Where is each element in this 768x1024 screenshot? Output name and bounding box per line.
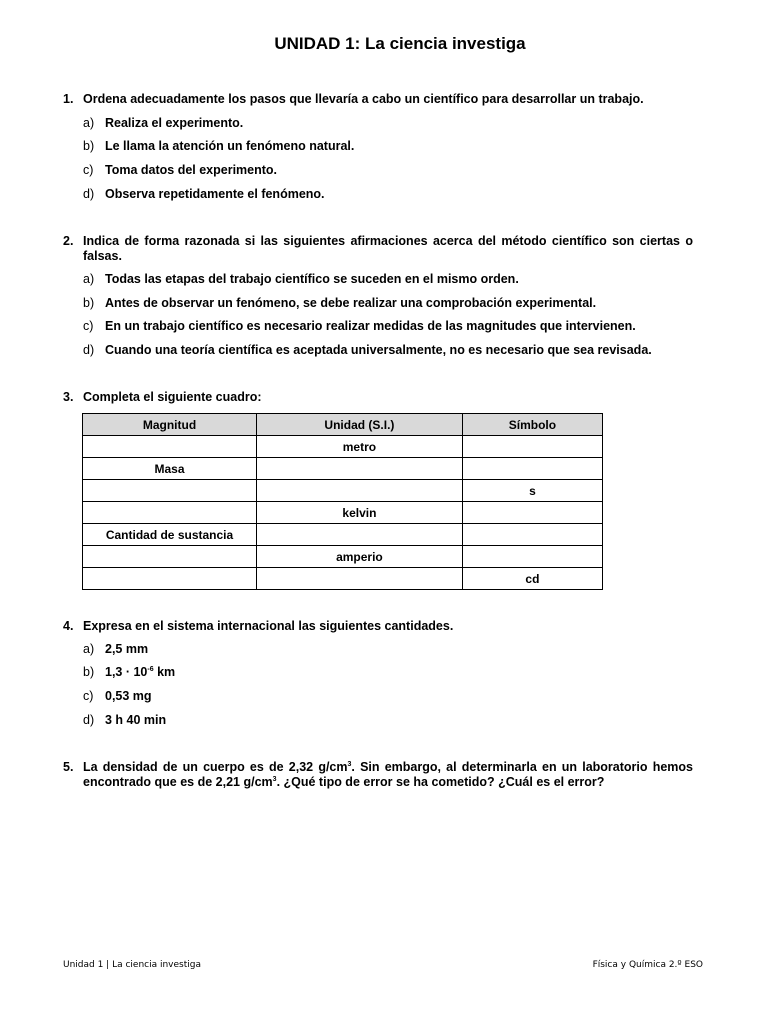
question-1-item-c <box>83 163 277 178</box>
item-text: Observa repetidamente el fenómeno. <box>105 187 325 201</box>
item-text: Realiza el experimento. <box>105 116 244 130</box>
item-text: Toma datos del experimento. <box>105 163 278 177</box>
item-label: a) <box>83 272 95 286</box>
question-number: 1. <box>63 92 74 106</box>
item-text: Cuando una teoría científica es aceptada universalmente, no es necesario que sea revisada. <box>105 343 652 357</box>
item-text: Antes de observar un fenómeno, se debe realizar una comprobación experimental. <box>105 296 597 310</box>
question-text-part: . ¿Qué tipo de error se ha cometido? ¿Cuál es el error? <box>276 775 605 789</box>
item-text: En un trabajo científico es necesario realizar medidas de las magnitudes que intervienen. <box>105 319 636 333</box>
units-table <box>82 413 603 590</box>
table-cell <box>257 568 463 590</box>
table-row <box>83 502 603 524</box>
question-4-item-a <box>83 642 148 657</box>
exponent: 3 <box>347 760 352 768</box>
table-cell: metro <box>257 436 463 458</box>
table-cell <box>257 480 463 502</box>
item-label: b) <box>83 296 95 310</box>
question-1-item-a <box>83 116 243 131</box>
question-number: 3. <box>63 390 74 404</box>
question-number: 5. <box>63 760 74 774</box>
item-label: b) <box>83 665 95 679</box>
column-header-magnitud: Magnitud <box>83 414 257 436</box>
table-row <box>83 546 603 568</box>
page-title: UNIDAD 1: La ciencia investiga <box>274 34 526 53</box>
table-cell <box>462 546 602 568</box>
exponent: 3 <box>272 775 277 783</box>
item-label: a) <box>83 642 95 656</box>
item-label: a) <box>83 116 95 130</box>
column-header-simbolo: Símbolo <box>462 414 602 436</box>
item-label: c) <box>83 689 94 703</box>
table-row <box>83 458 603 480</box>
question-text: Ordena adecuadamente los pasos que llevaría a cabo un científico para desarrollar un trabajo. <box>83 92 644 106</box>
question-5 <box>63 760 693 790</box>
table-cell <box>257 524 463 546</box>
table-row <box>83 568 603 590</box>
item-text: 0,53 mg <box>105 689 152 703</box>
table-cell: amperio <box>257 546 463 568</box>
question-2-item-d <box>83 343 652 358</box>
item-text: Todas las etapas del trabajo científico se suceden en el mismo orden. <box>105 272 519 286</box>
table-cell: Masa <box>83 458 257 480</box>
table-row <box>83 436 603 458</box>
question-1-item-d <box>83 187 325 202</box>
table-cell <box>257 458 463 480</box>
question-text: Expresa en el sistema internacional las siguientes cantidades. <box>83 619 454 633</box>
item-text <box>105 665 175 679</box>
table-cell <box>462 524 602 546</box>
item-text: 2,5 mm <box>105 642 149 656</box>
question-text-part: La densidad de un cuerpo es de 2,32 g/cm <box>83 760 348 774</box>
table-cell <box>462 458 602 480</box>
table-cell <box>83 502 257 524</box>
question-4-item-d <box>83 713 166 728</box>
table-cell: kelvin <box>257 502 463 524</box>
question-number: 4. <box>63 619 74 633</box>
table-cell <box>462 502 602 524</box>
question-4-item-c <box>83 689 152 704</box>
footer-right: Física y Química 2.º ESO <box>592 960 703 970</box>
question-text: Indica de forma razonada si las siguientes afirmaciones acerca del método científico son ciertas o falsas. <box>83 234 693 263</box>
table-row <box>83 524 603 546</box>
question-4 <box>63 619 693 634</box>
question-text: Completa el siguiente cuadro: <box>83 390 262 404</box>
question-3 <box>63 390 693 405</box>
table-cell: s <box>462 480 602 502</box>
item-text-unit: km <box>153 665 176 679</box>
table-cell: Cantidad de sustancia <box>83 524 257 546</box>
item-label: c) <box>83 319 94 333</box>
item-label: d) <box>83 713 95 727</box>
item-text: 3 h 40 min <box>105 713 167 727</box>
question-text <box>83 760 693 790</box>
question-4-item-b <box>83 665 175 680</box>
table-cell <box>83 480 257 502</box>
item-label: c) <box>83 163 94 177</box>
column-header-unidad: Unidad (S.I.) <box>257 414 463 436</box>
table-cell: cd <box>462 568 602 590</box>
table-cell <box>83 568 257 590</box>
item-label: b) <box>83 139 95 153</box>
question-2 <box>63 234 693 264</box>
question-number: 2. <box>63 234 74 248</box>
footer-left: Unidad 1 | La ciencia investiga <box>63 960 201 970</box>
table-header-row <box>83 414 603 436</box>
question-2-item-c <box>83 319 636 334</box>
question-1 <box>63 92 693 107</box>
item-text: Le llama la atención un fenómeno natural. <box>105 139 355 153</box>
table-row <box>83 480 603 502</box>
table-cell <box>83 436 257 458</box>
question-2-item-a <box>83 272 519 287</box>
table-cell <box>83 546 257 568</box>
table-cell <box>462 436 602 458</box>
question-1-item-b <box>83 139 354 154</box>
item-label: d) <box>83 187 95 201</box>
item-text-base: 1,3 · 10 <box>105 665 148 679</box>
question-2-item-b <box>83 296 596 311</box>
exponent: -6 <box>147 665 154 673</box>
item-label: d) <box>83 343 95 357</box>
question-text-part: . Sin embargo, al determinarla en un laboratorio hemos encontrado que es de 2,21 g/cm <box>83 760 693 789</box>
